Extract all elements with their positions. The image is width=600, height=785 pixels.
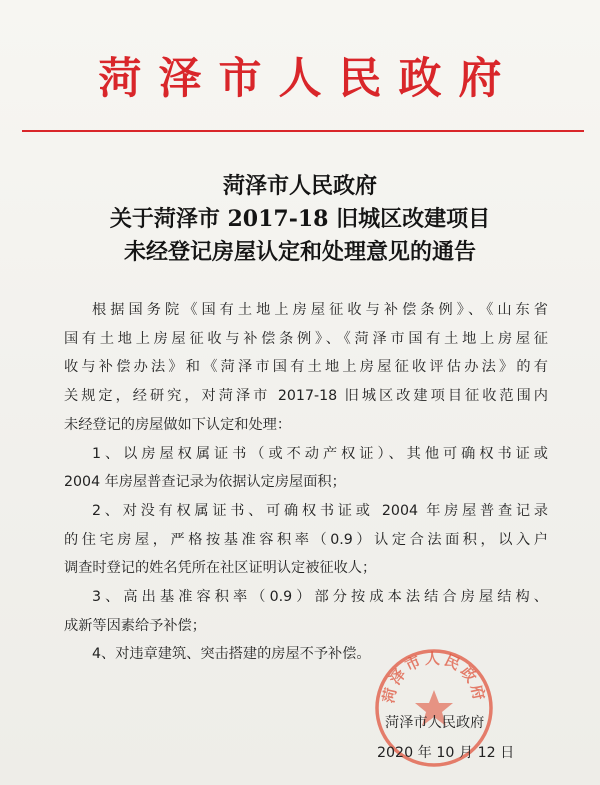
title-line-issuer: 菏泽市人民政府: [222, 173, 377, 199]
body-line: 未经登记的房屋做如下认定和处理：: [64, 416, 292, 433]
signing-authority: 菏泽市人民政府: [385, 715, 485, 731]
red-divider-line: [22, 130, 584, 132]
item-1-line: 1、以房屋权属证书（或不动产权证）、其他可确权书证或: [92, 445, 548, 462]
notice-body: [64, 296, 548, 669]
item-2-line: 调查时登记的姓名凭所在社区证明认定被征收人；: [64, 560, 377, 577]
body-line: 关规定，经研究，对菏泽市 2017-18 旧城区改建项目征收范围内: [64, 388, 548, 405]
body-line: 根据国务院《国有土地上房屋征收与补偿条例》、《山东省: [92, 302, 548, 318]
item-2-line: 的住宅房屋，严格按基准容积率（0.9）认定合法面积，以入户: [64, 531, 548, 548]
svg-text:菏泽市人民政府: 菏泽市人民政府: [379, 649, 489, 705]
body-line: 国有土地上房屋征收与补偿条例》、《菏泽市国有土地上房屋征: [64, 330, 548, 347]
masthead-title: 菏泽市人民政府: [98, 54, 519, 104]
title-line-project: 关于菏泽市 2017-18 旧城区改建项目: [109, 206, 491, 232]
item-3-line: 成新等因素给予补偿；: [64, 617, 206, 634]
item-1-line: 2004 年房屋普查记录为依据认定房屋面积；: [64, 474, 346, 491]
item-4-line: 4、对违章建筑、突击搭建的房屋不予补偿。: [92, 646, 371, 663]
item-2-line: 2、对没有权属证书、可确权书证或 2004 年房屋普查记录: [92, 502, 548, 519]
issue-date: 2020 年 10 月 12 日: [377, 745, 515, 761]
body-line: 收与补偿办法》和《菏泽市国有土地上房屋征收评估办法》的有: [64, 359, 548, 376]
item-3-line: 3、高出基准容积率（0.9）部分按成本法结合房屋结构、: [92, 589, 548, 606]
notice-title: [0, 170, 600, 269]
title-line-subject: 未经登记房屋认定和处理意见的通告: [123, 239, 476, 265]
